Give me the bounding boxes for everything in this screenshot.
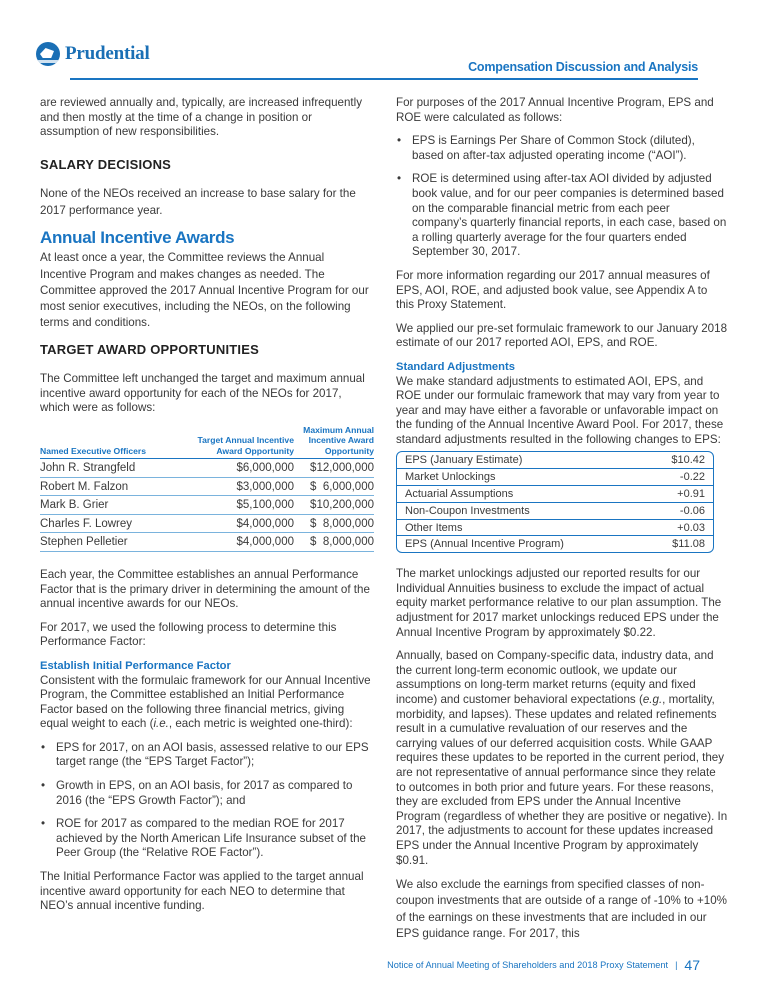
max-amount: $ 8,000,000: [294, 514, 374, 533]
target-amount: $4,000,000: [190, 514, 294, 533]
list-item: • EPS is Earnings Per Share of Common Stock (diluted), based on after-tax adjusted operating income (“AOI”).: [396, 134, 728, 163]
officer-name: John R. Strangfeld: [40, 458, 190, 477]
establish-initial-performance-factor-heading: Establish Initial Performance Factor: [40, 659, 231, 672]
list-item: • ROE for 2017 as compared to the median ROE for 2017 achieved by the North American Life Insurance subset of the Peer Group (the “Relative ROE Factor”).: [40, 817, 372, 861]
eps-roe-intro: For purposes of the 2017 Annual Incentive Program, EPS and ROE were calculated as follows:: [396, 96, 714, 124]
adjustment-value: -0.06: [679, 504, 705, 517]
left-column: [40, 96, 372, 923]
header-named-executive-officers: Named Executive Officers: [40, 425, 190, 459]
table-row: [397, 452, 713, 469]
adjustment-value: +0.03: [677, 521, 705, 534]
adjustment-label: Non-Coupon Investments: [405, 504, 530, 517]
adjustment-value: $11.08: [672, 538, 705, 551]
table-header-row: [40, 425, 374, 459]
header-target-award: Target Annual Incentive Award Opportunity: [190, 425, 294, 459]
adjustment-label: EPS (January Estimate): [405, 454, 523, 467]
annual-incentive-awards-heading: Annual Incentive Awards: [40, 227, 235, 247]
rock-of-gibraltar-icon: [36, 42, 60, 66]
target-amount: $4,000,000: [190, 533, 294, 552]
officer-name: Stephen Pelletier: [40, 533, 190, 552]
page-footer: [387, 957, 700, 973]
target-amount: $5,100,000: [190, 496, 294, 515]
table-row: [40, 514, 374, 533]
target-amount: $6,000,000: [190, 458, 294, 477]
max-amount: $10,200,000: [294, 496, 374, 515]
standard-adjustments-heading: Standard Adjustments: [396, 360, 515, 373]
more-info-text: For more information regarding our 2017 annual measures of EPS, AOI, ROE, and adjusted book value, see Appendix A to this Proxy Statement.: [396, 268, 710, 312]
metrics-list: [40, 741, 372, 861]
actuarial-assumptions-text: [396, 649, 728, 868]
list-item: • EPS for 2017, on an AOI basis, assessed relative to our EPS target range (the “EPS Target Factor”);: [40, 741, 372, 770]
footer-document-title: Notice of Annual Meeting of Shareholders and 2018 Proxy Statement: [387, 960, 669, 970]
annual-incentive-awards-text: At least once a year, the Committee reviews the Annual Incentive Program and makes changes as needed. The Committee approved the 2017 Annual Incentive Program for our most senior executives, including the NEOs, on the following terms and conditions.: [40, 251, 369, 330]
footer-separator: |: [675, 960, 678, 970]
officer-name: Robert M. Falzon: [40, 477, 190, 496]
table-row: [40, 533, 374, 552]
adjustment-label: Actuarial Assumptions: [405, 488, 514, 501]
eps-adjustments-table: [396, 451, 714, 553]
initial-performance-factor-text: [40, 674, 372, 732]
definitions-list: [396, 134, 728, 260]
target-award-opportunities-text: The Committee left unchanged the target and maximum annual incentive award opportunity for each of the NEOs for 2017, which were as follows:: [40, 371, 365, 415]
table-row: [40, 496, 374, 515]
officer-name: Mark B. Grier: [40, 496, 190, 515]
text-part: Annually, based on Company-specific data, industry data, and the current long-term economic outlook, we update our assumptions on long-term market returns (equity and fixed income) and customer behavioral expectations (: [396, 649, 714, 706]
adjustment-value: +0.91: [677, 488, 705, 501]
prudential-logo: [36, 42, 150, 66]
adjustment-value: -0.22: [679, 471, 705, 484]
table-row: [40, 477, 374, 496]
intro-paragraph: are reviewed annually and, typically, are increased infrequently and then mostly at the time of a change in position or assumption of new responsibilities.: [40, 96, 363, 139]
text-italic: i.e.: [153, 717, 169, 731]
standard-adjustments-text: We make standard adjustments to estimated AOI, EPS, and ROE under our formulaic framework that may vary from year to year and may have either a favorable or unfavorable impact on the funding of the Annual Incentive Award Pool. For 2017, these standard adjustments resulted in the following changes to EPS:: [396, 374, 724, 446]
text-italic: e.g.: [642, 693, 663, 706]
table-row: [397, 536, 713, 552]
adjustment-value: $10.42: [671, 454, 705, 467]
non-coupon-investments-text: We also exclude the earnings from specified classes of non-coupon investments that are outside of a range of -10% to +10% of the earnings on these investments that are included in our EPS guidance range. For 2017, this: [396, 878, 727, 940]
page-number: 47: [684, 957, 700, 973]
max-amount: $12,000,000: [294, 458, 374, 477]
adjustment-label: Market Unlockings: [405, 471, 496, 484]
adjustment-label: Other Items: [405, 521, 463, 534]
applied-framework-text: We applied our pre-set formulaic framework to our January 2018 estimate of our 2017 reported AOI, EPS, and ROE.: [396, 321, 728, 350]
table-row: [397, 486, 713, 503]
target-award-opportunities-heading: TARGET AWARD OPPORTUNITIES: [40, 342, 259, 358]
table-row: [397, 503, 713, 520]
target-amount: $3,000,000: [190, 477, 294, 496]
text-part: , mortality, morbidity, and lapses). These updates and related refinements result in a cumulative revaluation of our reserves and the carrying values of our deferred acquisition costs. While GAAP requires these updates to be reported in the current period, they are not representative of annual performance since they relate to outcomes in both prior and future years. For these reasons, they are excluded from EPS under the Annual Incentive Program (regardless of whether they are positive or negative). In 2017, the adjustments to account for these updates increased EPS under the Annual Incentive Program by approximately $0.91.: [396, 693, 728, 867]
neo-award-table: [40, 425, 374, 552]
max-amount: $ 6,000,000: [294, 477, 374, 496]
max-amount: $ 8,000,000: [294, 533, 374, 552]
adjustment-label: EPS (Annual Incentive Program): [405, 538, 564, 551]
salary-decisions-text: None of the NEOs received an increase to base salary for the 2017 performance year.: [40, 187, 356, 217]
performance-factor-process-text: For 2017, we used the following process to determine this Performance Factor:: [40, 620, 337, 649]
list-item: • ROE is determined using after-tax AOI divided by adjusted book value, and for our peer companies is determined based on the comparable financial metric from each peer company’s quarterly financial reports, in each case, based on a rolling quarterly average for the four quarters ended September 30, 2017.: [396, 172, 728, 260]
section-title: Compensation Discussion and Analysis: [468, 60, 698, 74]
text-part: Consistent with the formulaic framework for our Annual Incentive Program, the Committee established an Initial Performance Factor based on the following three financial metrics, giving equal weight to each (: [40, 673, 371, 731]
table-row: [40, 458, 374, 477]
table-row: [397, 520, 713, 537]
logo-text: Prudential: [65, 43, 150, 64]
header-maximum-award: Maximum Annual Incentive Award Opportunity: [294, 425, 374, 459]
officer-name: Charles F. Lowrey: [40, 514, 190, 533]
table-row: [397, 469, 713, 486]
performance-factor-text: Each year, the Committee establishes an annual Performance Factor that is the primary driver in determining the amount of the annual incentive awards for our NEOs.: [40, 567, 370, 611]
market-unlockings-text: The market unlockings adjusted our reported results for our Individual Annuities business to exclude the impact of actual equity market performance relative to our plan assumption. The adjustment for 2017 market unlockings reduced EPS under the Annual Incentive Program by approximately $0.22.: [396, 567, 722, 639]
header-divider: [70, 78, 698, 80]
closing-text: The Initial Performance Factor was applied to the target annual incentive award opportunity for each NEO to determine that NEO’s annual incentive funding.: [40, 870, 364, 913]
right-column: [396, 96, 728, 951]
text-part: , each metric is weighted one-third):: [168, 717, 353, 731]
list-item: • Growth in EPS, on an AOI basis, for 2017 as compared to 2016 (the “EPS Growth Factor”); and: [40, 779, 372, 808]
salary-decisions-heading: SALARY DECISIONS: [40, 156, 172, 172]
